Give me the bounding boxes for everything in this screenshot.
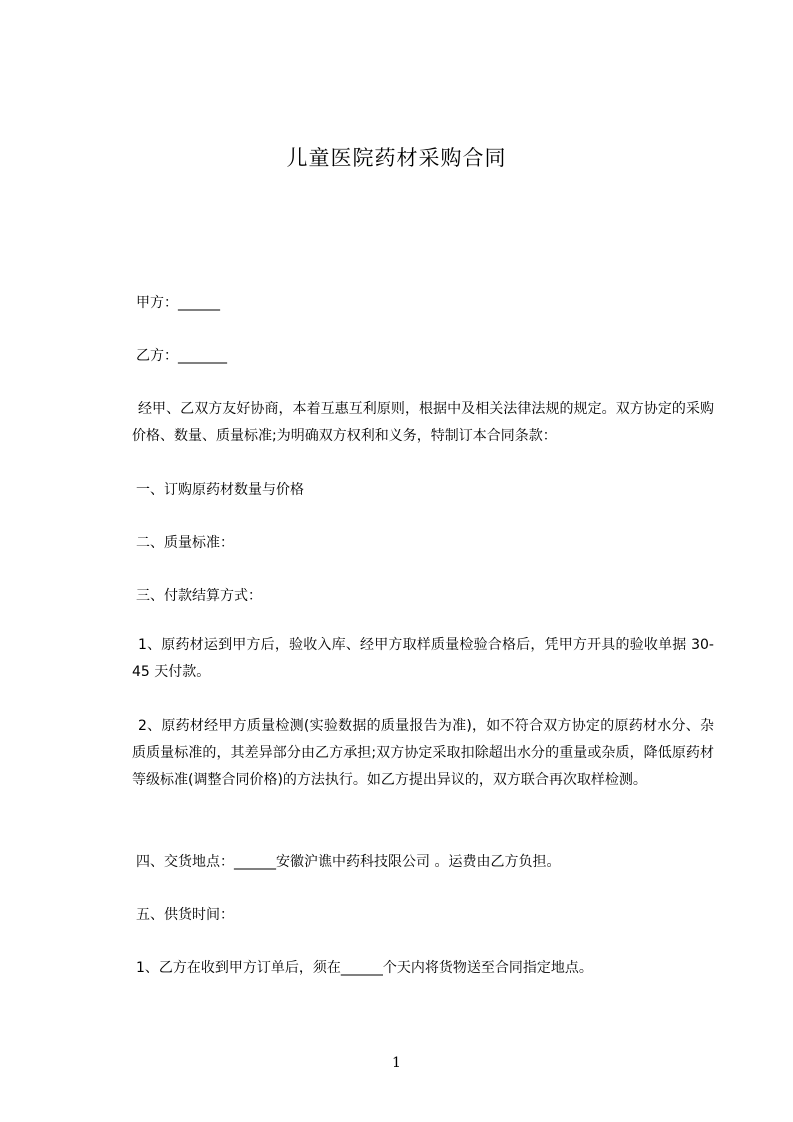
party-b-line: 乙方：_______ (136, 348, 227, 364)
section-4-heading: 四、交货地点：______安徽沪谯中药科技限公司 。运费由乙方负担。 (136, 854, 561, 870)
page-number: 1 (392, 1055, 401, 1071)
clause-5-1: 1、乙方在收到甲方订单后，须在______个天内将货物送至合同指定地点。 (136, 960, 593, 976)
intro-paragraph: 经甲、乙双方友好协商，本着互惠互利原则，根据中及相关法律法规的规定。双方协定的采购价格、数量、质量标准;为明确双方权利和义务，特制订本合同条款： (132, 401, 714, 444)
section-3-heading: 三、付款结算方式： (136, 588, 262, 604)
section-2-heading: 二、质量标准： (136, 535, 234, 551)
document-title: 儿童医院药材采购合同 (286, 146, 507, 170)
section-5-heading: 五、供货时间： (136, 907, 234, 923)
section-1-heading: 一、订购原药材数量与价格 (136, 482, 304, 498)
clause-3-1: 1、原药材运到甲方后，验收入库、经甲方取样质量检验合格后，凭甲方开具的验收单据 30-45 天付款。 (132, 637, 714, 680)
party-a-line: 甲方：______ (136, 295, 220, 311)
clause-3-2: 2、原药材经甲方质量检测(实验数据的质量报告为准)，如不符合双方协定的原药材水分、杂质质量标准的，其差异部分由乙方承担;双方协定采取扣除超出水分的重量或杂质，降低原药材等级标准(调整合同价格)的方法执行。如乙方提出异议的，双方联合再次取样检测。 (132, 718, 714, 788)
